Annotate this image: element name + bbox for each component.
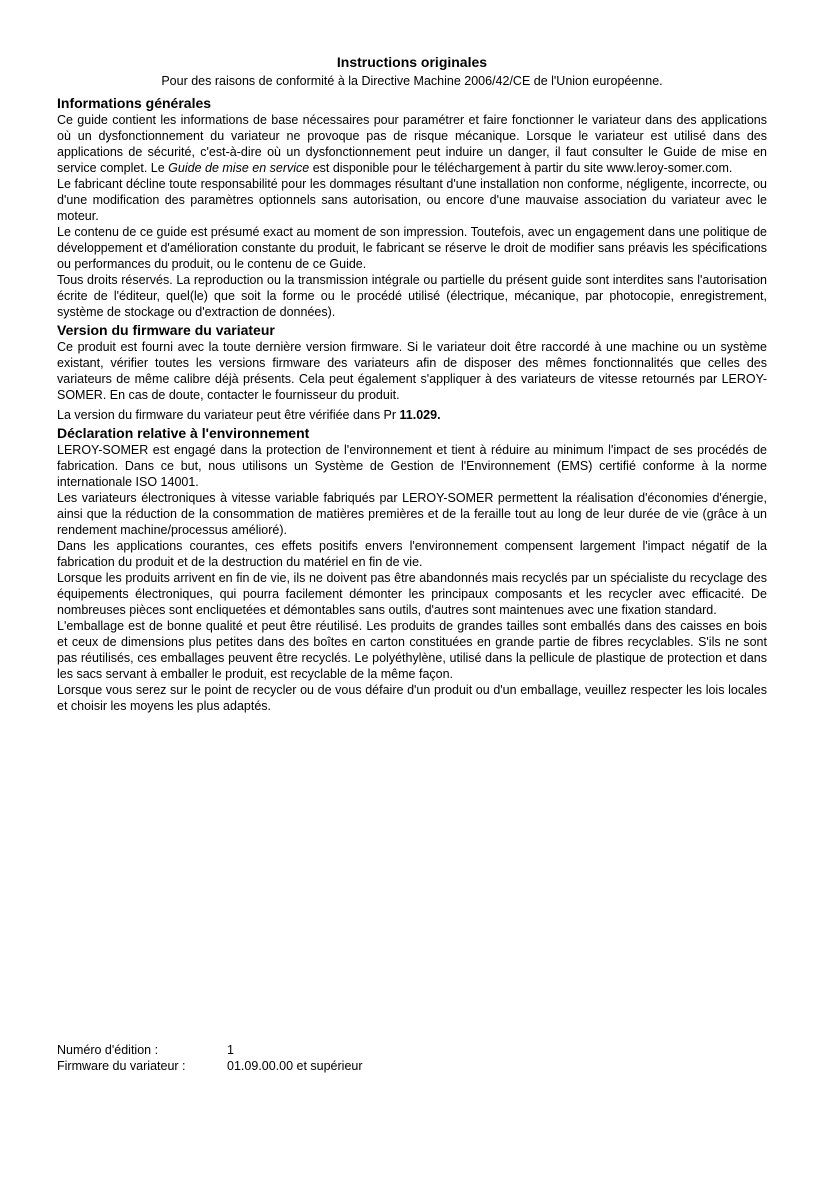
environment-paragraph-1: LEROY-SOMER est engagé dans la protection de l'environnement et tient à réduire au minimum l'impact de ses procédés de fabrication. Dans ce but, nous utilisons un Système de Gestion de l'Environnement (EMS) certifié conforme à la norme internationale ISO 14001. xyxy=(57,443,767,489)
environment-paragraph-6: Lorsque vous serez sur le point de recycler ou de vous défaire d'un produit ou d'un emballage, veuillez respecter les lois locales et choisir les moyens les plus adaptés. xyxy=(57,683,767,713)
document-subtitle: Pour des raisons de conformité à la Directive Machine 2006/42/CE de l'Union européenne. xyxy=(161,74,663,88)
firmware-p2-text: La version du firmware du variateur peut être vérifiée dans Pr xyxy=(57,408,400,422)
environment-paragraph-3: Dans les applications courantes, ces effets positifs envers l'environnement compensent largement l'impact négatif de la fabrication du produit et de la destruction du matériel en fin de vie. xyxy=(57,539,767,569)
environment-paragraph-4: Lorsque les produits arrivent en fin de vie, ils ne doivent pas être abandonnés mais recyclés par un spécialiste du recyclage des équipements électroniques, qui pourra facilement démonter les principaux composants et les recycler avec efficacité. De nombreuses pièces sont encliquetées et démontables sans outils, d'autres sont maintenues avec une fixation standard. xyxy=(57,571,767,617)
guide-title-italic: Guide de mise en service xyxy=(168,161,310,175)
firmware-row xyxy=(57,1058,363,1074)
general-info-heading: Informations générales xyxy=(57,95,212,111)
general-info-paragraph-1 xyxy=(57,112,767,176)
environment-paragraph-2: Les variateurs électroniques à vitesse variable fabriqués par LEROY-SOMER permettent la réalisation d'économies d'énergie, ainsi que la réduction de la consommation de matières premières et de la feraille tout au long de leur durée de vie (grâce à un rendement machine/processus amélioré). xyxy=(57,491,767,537)
firmware-parameter: 11.029. xyxy=(399,408,441,422)
firmware-value: 01.09.00.00 et supérieur xyxy=(227,1059,363,1073)
environment-paragraph-5: L'emballage est de bonne qualité et peut être réutilisé. Les produits de grandes tailles sont emballés dans des caisses en bois et ceux de dimensions plus petites dans des boîtes en carton constituées en grande partie de fibres recyclables. S'ils ne sont pas réutilisés, ces emballages peuvent être recyclés. Le polyéthylène, utilisé dans la pellicule de plastique de protection et dans les sacs servant à emballer le produit, est recyclable de la même façon. xyxy=(57,619,767,681)
general-p1-text-a: Ce guide contient les informations de base nécessaires pour paramétrer et faire fonctionner le variateur dans des applications où un dysfonctionnement du variateur ne provoque pas de risque mécanique. Lorsque le variateur est utilisé dans des applications de sécurité, c'est-à-dire où un dysfonctionnement peut induire un danger, il faut consulter le Guide de mise en service complet. Le xyxy=(57,113,767,175)
edition-row xyxy=(57,1042,363,1058)
general-info-paragraph-4: Tous droits réservés. La reproduction ou la transmission intégrale ou partielle du présent guide sont interdites sans l'autorisation écrite de l'éditeur, quel(le) que soit la forme ou le procédé utilisé (électrique, mécanique, par photocopie, enregistrement, système de stockage ou d'extraction de données). xyxy=(57,273,767,319)
firmware-label: Firmware du variateur : xyxy=(57,1059,186,1073)
environment-heading: Déclaration relative à l'environnement xyxy=(57,425,310,441)
document-title: Instructions originales xyxy=(336,54,488,70)
firmware-paragraph-2 xyxy=(57,407,767,423)
firmware-paragraph-1: Ce produit est fourni avec la toute dernière version firmware. Si le variateur doit être raccordé à une machine ou un système existant, vérifier toutes les versions firmware des variateurs afin de disposer des mêmes fonctionnalités que celles des variateurs de même calibre déjà présents. Cela peut également s'appliquer à des variateurs de vitesse retournés par LEROY-SOMER. En cas de doute, contacter le fournisseur du produit. xyxy=(57,340,767,402)
firmware-heading: Version du firmware du variateur xyxy=(57,322,275,338)
edition-label: Numéro d'édition : xyxy=(57,1043,159,1057)
edition-info xyxy=(57,1042,363,1074)
general-info-paragraph-3: Le contenu de ce guide est présumé exact au moment de son impression. Toutefois, avec un engagement dans une politique de développement et d'amélioration constante du produit, le fabricant se réserve le droit de modifier sans préavis les spécifications ou performances du produit, ou le contenu de ce Guide. xyxy=(57,225,767,271)
edition-value: 1 xyxy=(227,1043,234,1057)
general-p1-text-b: est disponible pour le téléchargement à partir du site www.leroy-somer.com. xyxy=(309,161,733,175)
general-info-paragraph-2: Le fabricant décline toute responsabilité pour les dommages résultant d'une installation non conforme, négligente, incorrecte, ou d'une modification des paramètres optionnels sans autorisation, ou encore d'une mauvaise association du variateur avec le moteur. xyxy=(57,177,767,223)
document-page xyxy=(57,54,767,714)
